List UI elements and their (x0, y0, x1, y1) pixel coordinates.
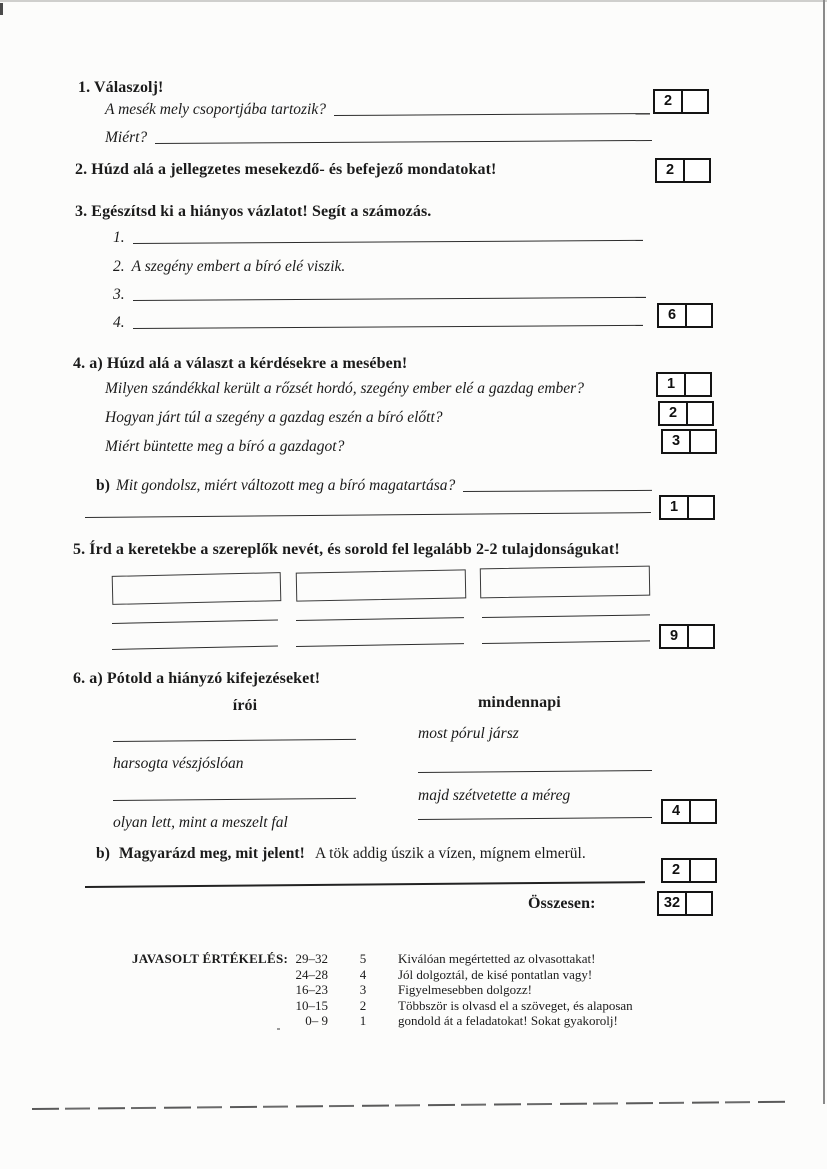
score-box-task5 (659, 624, 715, 649)
task1-answer-line2 (155, 140, 652, 144)
task6a-right-blank-line2 (418, 817, 652, 820)
total-label: Összesen: (528, 895, 596, 912)
grading-row (288, 967, 668, 983)
grading-text: Kiválóan megértetted az olvasottakat! (398, 951, 596, 966)
task3-item2-text: A szegény embert a bíró elé viszik. (131, 258, 346, 275)
score-box-task3 (657, 303, 713, 328)
grading-grade: 1 (359, 1013, 367, 1028)
grading-text: Jól dolgoztál, de kisé pontatlan vagy! (398, 966, 593, 982)
scan-edge-top (0, 0, 827, 2)
trait-line-1b (112, 646, 278, 650)
grading-grade: 5 (359, 951, 367, 966)
task3-item1-row (113, 229, 643, 247)
task3-answer-line3 (133, 297, 646, 301)
score-blank-cell (687, 305, 711, 326)
character-name-frame-3 (480, 566, 650, 599)
score-value: 2 (657, 160, 685, 181)
task6a-left-column-header: írói (232, 697, 258, 714)
grading-range: 24–28 (295, 966, 328, 982)
task6a-right-text1: most pórul jársz (418, 725, 519, 742)
task4a-question3: Miért büntette meg a bíró a gazdagot? (105, 438, 345, 455)
task3-answer-line1 (133, 240, 643, 244)
grading-grade: 3 (359, 982, 367, 997)
task4a-heading: 4. a) Húzd alá a választ a kérdésekre a mesében! (73, 355, 408, 372)
task3-item4-row (113, 314, 643, 332)
task6a-heading: 6. a) Pótold a hiányzó kifejezéseket! (73, 670, 321, 687)
score-blank-cell (687, 893, 711, 914)
score-value: 4 (663, 801, 691, 822)
task6a-left-text2: olyan lett, mint a meszelt fal (113, 814, 288, 831)
grading-row (288, 982, 668, 998)
score-value: 1 (661, 497, 689, 518)
character-name-frame-1 (112, 572, 282, 605)
task4b-label: b) (96, 477, 110, 494)
grading-text: Többször is olvasd el a szöveget, és alaposan (398, 997, 633, 1013)
grading-range: 10–15 (295, 997, 328, 1013)
task4b-answer-line2 (85, 512, 651, 518)
task4b-answer-line1 (463, 490, 652, 492)
task3-item2-row (113, 258, 643, 276)
task4a-question2: Hogyan járt túl a szegény a gazdag eszén a bíró előtt? (105, 409, 443, 426)
task3-answer-line4 (133, 325, 643, 329)
task3-item3-number: 3. (113, 286, 125, 303)
task1-answer-line1 (334, 113, 650, 116)
grading-grade: 4 (359, 966, 367, 982)
score-blank-cell (689, 497, 713, 518)
grading-row (288, 951, 668, 967)
task1-heading: 1. Válaszolj! (78, 79, 164, 96)
score-box-task4a-q2 (658, 401, 714, 426)
grading-text: gondold át a feladatokat! Sokat gyakorolj! (398, 1013, 618, 1028)
grading-text: Figyelmesebben dolgozz! (398, 982, 532, 997)
task3-item4-number: 4. (113, 314, 125, 331)
score-box-task1 (653, 89, 709, 114)
grading-range: 29–32 (295, 951, 328, 966)
score-value: 2 (655, 91, 683, 112)
task6a-right-blank-line1 (418, 770, 652, 773)
score-value: 6 (659, 305, 687, 326)
score-value: 1 (658, 374, 686, 395)
score-blank-cell (691, 431, 715, 452)
score-value: 9 (661, 626, 689, 647)
grading-table (288, 951, 668, 1029)
score-blank-cell (691, 801, 715, 822)
task4a-question1: Milyen szándékkal került a rőzsét hordó, szegény ember elé a gazdag ember? (105, 380, 584, 397)
scan-fold-dashed-line (32, 1101, 790, 1110)
grading-row (288, 1013, 668, 1029)
score-box-task2 (655, 158, 711, 183)
task6a-left-text1: harsogta vészjóslóan (113, 755, 244, 772)
score-box-task4a-q3 (661, 429, 717, 454)
task1-question2: Miért? (105, 129, 148, 146)
task5-heading: 5. Írd a keretekbe a szereplők nevét, és sorold fel legalább 2-2 tulajdonságukat! (73, 541, 620, 558)
task6a-right-text2: majd szétvetette a méreg (418, 787, 571, 804)
task6b-title: Magyarázd meg, mit jelent! (118, 845, 305, 862)
task6b-answer-line (85, 881, 645, 888)
score-blank-cell (685, 160, 709, 181)
score-value: 3 (663, 431, 691, 452)
trait-line-2a (296, 617, 464, 621)
score-value: 32 (659, 893, 687, 914)
score-box-task6a (661, 799, 717, 824)
score-box-task4a-q1 (656, 372, 712, 397)
score-box-total (657, 891, 713, 916)
task3-item2-number: 2. (113, 258, 125, 275)
scan-edge-right (823, 0, 825, 1104)
grading-row (288, 998, 668, 1014)
task4b-question: Mit gondolsz, miért változott meg a bíró magatartása? (115, 477, 456, 494)
trait-line-1a (112, 620, 278, 624)
task6a-right-column-header: mindennapi (478, 694, 561, 711)
task6a-left-blank-line2 (113, 798, 356, 801)
score-blank-cell (689, 626, 713, 647)
score-blank-cell (688, 403, 712, 424)
task3-heading: 3. Egészítsd ki a hiányos vázlatot! Segít a számozás. (75, 203, 432, 220)
task1-question1: A mesék mely csoportjába tartozik? (105, 101, 326, 118)
task6b-sentence: A tök addig úszik a vízen, mígnem elmerül. (314, 845, 586, 862)
grading-title: JAVASOLT ÉRTÉKELÉS: (132, 951, 289, 966)
score-box-task6b (661, 858, 717, 883)
character-name-frame-2 (296, 569, 467, 601)
score-blank-cell (686, 374, 710, 395)
score-blank-cell (683, 91, 707, 112)
task3-item1-number: 1. (113, 229, 125, 246)
grading-grade: 2 (359, 997, 367, 1013)
score-blank-cell (691, 860, 715, 881)
scan-speck (277, 1028, 280, 1030)
task2-heading: 2. Húzd alá a jellegzetes mesekezdő- és befejező mondatokat! (75, 161, 497, 178)
task6b-row (96, 845, 656, 863)
task4b-question-row (96, 477, 652, 495)
task6a-left-blank-line1 (113, 739, 356, 742)
task6b-label: b) (96, 845, 110, 862)
task1-question2-row (105, 129, 652, 147)
score-value: 2 (660, 403, 688, 424)
score-value: 2 (663, 860, 691, 881)
trait-line-2b (296, 643, 464, 647)
grading-range: 16–23 (295, 982, 328, 997)
score-box-task4b (659, 495, 715, 520)
trait-line-3b (482, 640, 650, 644)
task3-item3-row (113, 286, 646, 304)
scan-corner-mark (0, 3, 3, 15)
grading-range: 0– 9 (305, 1013, 328, 1028)
trait-line-3a (482, 614, 650, 618)
task1-question1-row (105, 101, 650, 119)
